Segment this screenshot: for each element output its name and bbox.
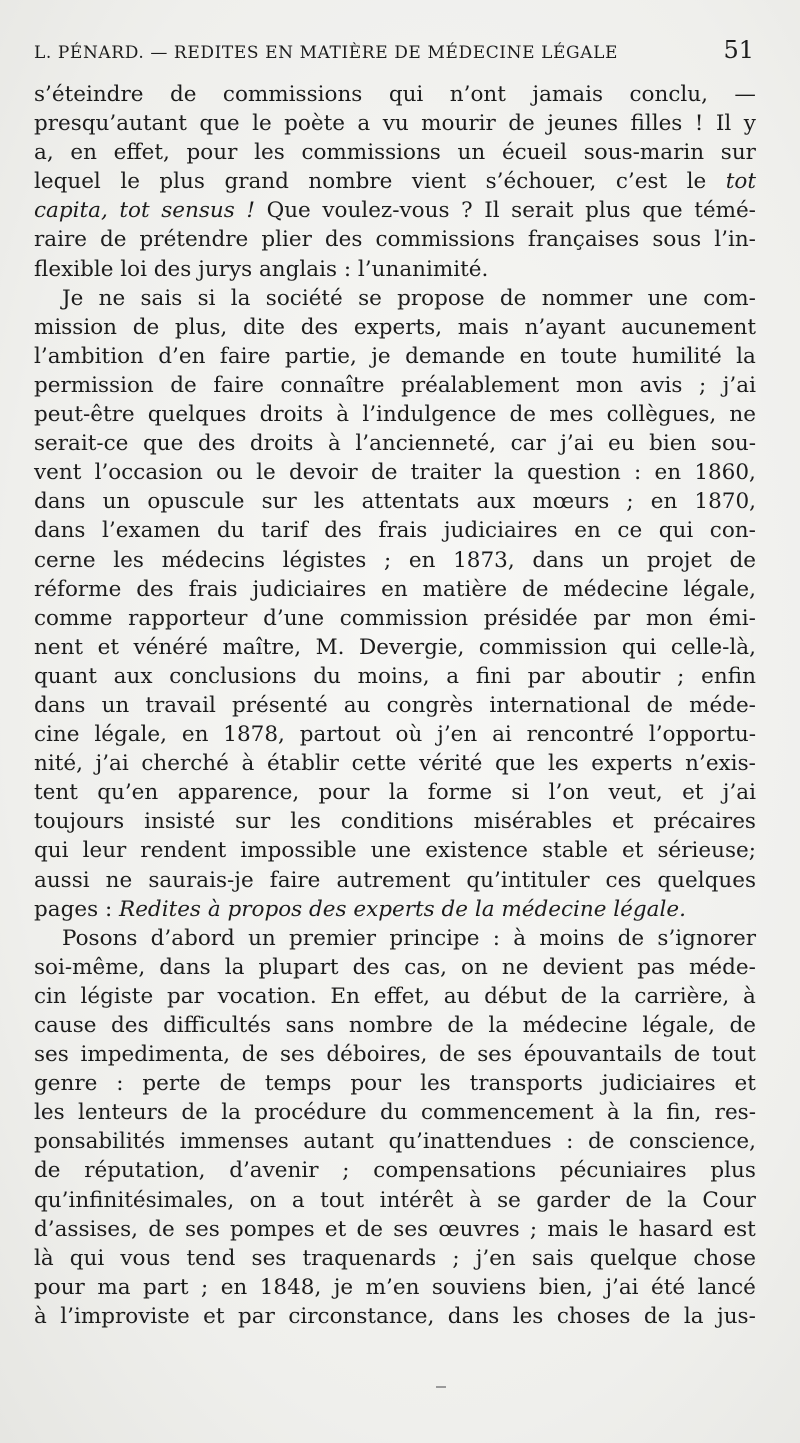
- body-text: [34, 80, 756, 1331]
- text-line: genre : perte de temps pour les transports judiciaires et: [34, 1071, 756, 1097]
- text-line: tent qu’en apparence, pour la forme si l’on veut, et j’ai: [34, 780, 756, 806]
- text-line: réforme des frais judiciaires en matière de médecine légale,: [34, 576, 756, 602]
- footer-mark: [436, 1386, 446, 1388]
- page-number: 51: [723, 36, 754, 64]
- text-line: Je ne sais si la société se propose de nommer une com-: [62, 285, 756, 311]
- text-line: nité, j’ai cherché à établir cette vérité que les experts n’exis-: [34, 751, 756, 777]
- text-line: d’assises, de ses pompes et de ses œuvres ; mais le hasard est: [34, 1216, 756, 1242]
- text-line: toujours insisté sur les conditions misérables et précaires: [34, 809, 756, 835]
- text-line: peut-être quelques droits à l’indulgence de mes collègues, ne: [34, 402, 756, 428]
- text-line: cin légiste par vocation. En effet, au début de la carrière, à: [34, 983, 756, 1009]
- text-line: dans un travail présenté au congrès international de méde-: [34, 692, 756, 718]
- text-line: là qui vous tend ses traquenards ; j’en sais quelque chose: [34, 1245, 756, 1271]
- text-line: qui leur rendent impossible une existence stable et sérieuse;: [34, 838, 756, 864]
- text-line: nent et vénéré maître, M. Devergie, commission qui celle-là,: [34, 634, 756, 660]
- text-line: à l’improviste et par circonstance, dans les choses de la jus-: [34, 1303, 756, 1329]
- text-line: qu’infinitésimales, on a tout intérêt à se garder de la Cour: [34, 1187, 756, 1213]
- text-line: ses impedimenta, de ses déboires, de ses épouvantails de tout: [34, 1042, 756, 1068]
- text-line: quant aux conclusions du moins, a fini par aboutir ; enfin: [34, 663, 756, 689]
- text-line: l’ambition d’en faire partie, je demande en toute humilité la: [34, 343, 756, 369]
- text-line: raire de prétendre plier des commissions françaises sous l’in-: [34, 227, 756, 253]
- text-line: mission de plus, dite des experts, mais n’ayant aucunement: [34, 314, 756, 340]
- text-line: pages : Redites à propos des experts de la médecine légale.: [34, 896, 686, 922]
- text-line: a, en effet, pour les commissions un écueil sous-marin sur: [34, 140, 756, 166]
- running-title: L. PÉNARD. — REDITES EN MATIÈRE DE MÉDECINE LÉGALE: [34, 43, 618, 63]
- text-line: les lenteurs de la procédure du commencement à la fin, res-: [34, 1100, 756, 1126]
- text-line: cause des difficultés sans nombre de la médecine légale, de: [34, 1013, 756, 1038]
- text-line: soi-même, dans la plupart des cas, on ne devient pas méde-: [34, 954, 756, 980]
- text-line: dans un opuscule sur les attentats aux mœurs ; en 1870,: [34, 489, 756, 515]
- text-line: cerne les médecins légistes ; en 1873, dans un projet de: [34, 547, 756, 573]
- text-line: permission de faire connaître préalablement mon avis ; j’ai: [34, 372, 756, 398]
- text-line: ponsabilités immenses autant qu’inattendues : de conscience,: [34, 1129, 756, 1155]
- text-line: presqu’autant que le poète a vu mourir de jeunes filles ! Il y: [34, 111, 756, 137]
- text-line: cine légale, en 1878, partout où j’en ai rencontré l’opportu-: [34, 722, 756, 748]
- text-line: aussi ne saurais-je faire autrement qu’intituler ces quelques: [34, 867, 756, 893]
- text-line: vent l’occasion ou le devoir de traiter la question : en 1860,: [34, 460, 756, 486]
- text-line: de réputation, d’avenir ; compensations pécuniaires plus: [34, 1158, 756, 1184]
- page-header: [34, 36, 754, 66]
- text-line: serait-ce que des droits à l’ancienneté, car j’ai eu bien sou-: [34, 431, 756, 457]
- text-line: lequel le plus grand nombre vient s’échouer, c’est le tot: [34, 169, 756, 195]
- text-line: pour ma part ; en 1848, je m’en souviens bien, j’ai été lancé: [34, 1274, 756, 1300]
- text-line: comme rapporteur d’une commission présidée par mon émi-: [34, 605, 756, 631]
- text-line: flexible loi des jurys anglais : l’unanimité.: [34, 256, 489, 282]
- text-line: capita, tot sensus ! Que voulez-vous ? Il serait plus que témé-: [34, 198, 756, 224]
- text-line: s’éteindre de commissions qui n’ont jamais conclu, —: [34, 82, 756, 107]
- text-line: dans l’examen du tarif des frais judiciaires en ce qui con-: [34, 518, 756, 544]
- text-line: Posons d’abord un premier principe : à moins de s’ignorer: [62, 925, 756, 951]
